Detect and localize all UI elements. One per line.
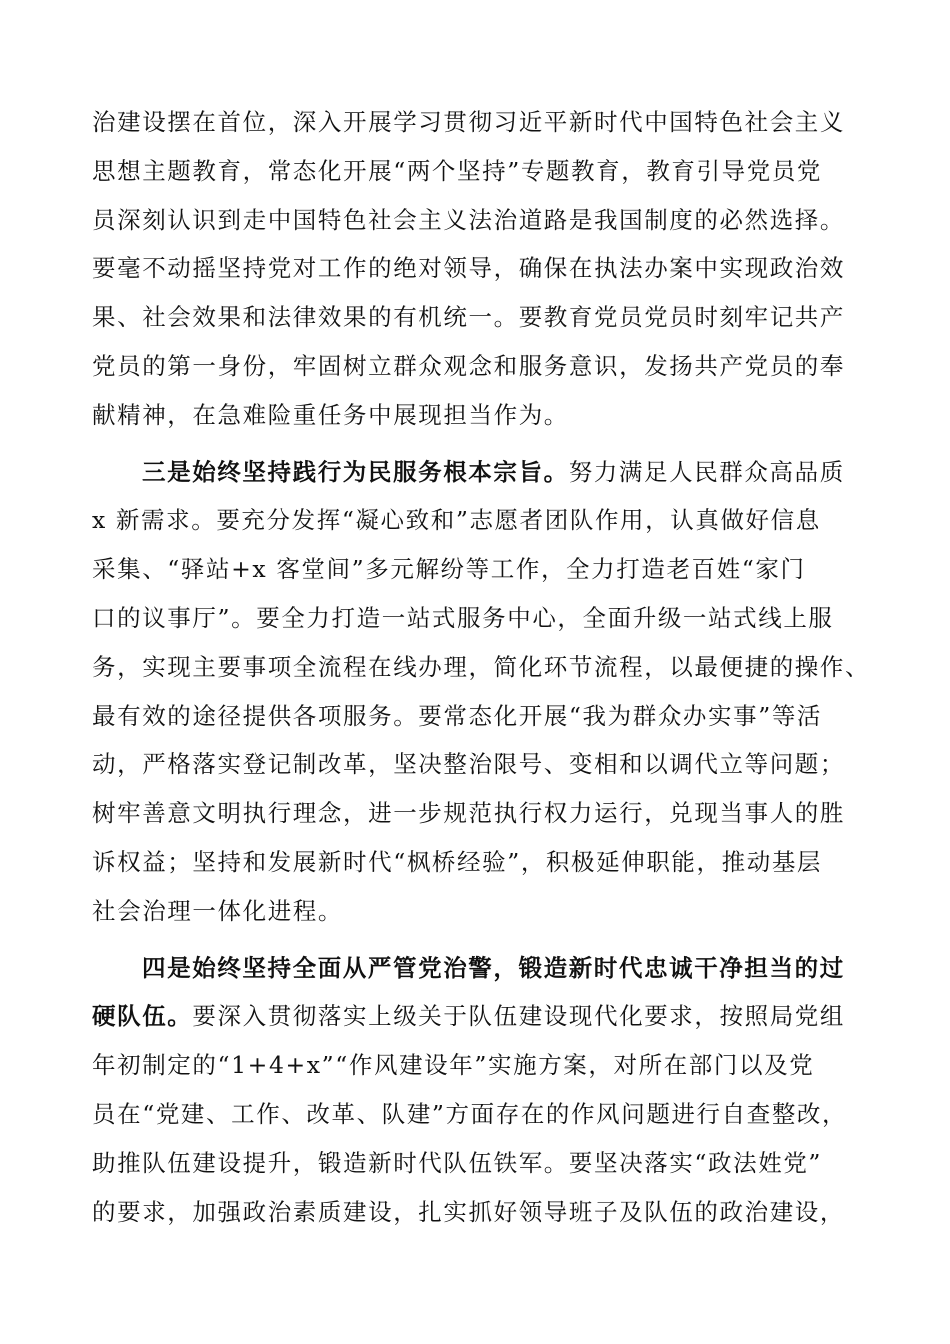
text-line: 助推队伍建设提升，锻造新时代队伍铁军。要坚决落实“政法姓党” — [92, 1148, 823, 1177]
paragraph-first-line — [92, 448, 868, 497]
text-line: 务，实现主要事项全流程在线办理，简化环节流程，以最便捷的操作、 — [92, 652, 871, 681]
text-line: 诉权益；坚持和发展新时代“枫桥经验”，积极延伸职能，推动基层 — [92, 847, 823, 876]
text-line: 思想主题教育，常态化开展“两个坚持”专题教育，教育引导党员党 — [92, 156, 823, 185]
paragraph-second-line — [92, 992, 868, 1041]
paragraph-3 — [92, 944, 868, 1237]
text-line: 员在“党建、工作、改革、队建”方面存在的作风问题进行自查整改， — [92, 1099, 848, 1128]
text-line: 最有效的途径提供各项服务。要常态化开展“我为群众办实事”等活 — [92, 701, 823, 730]
section-heading-end: 硬队伍。 — [92, 1002, 193, 1031]
text-run: 要深入贯彻落实上级关于队伍建设现代化要求，按照局党组 — [192, 1002, 846, 1031]
text-line: 员深刻认识到走中国特色社会主义法治道路是我国制度的必然选择。 — [92, 205, 845, 234]
section-heading: 三是始终坚持践行为民服务根本宗旨。 — [142, 457, 569, 486]
text-line: 年初制定的“1+4+x”“作风建设年”实施方案，对所在部门以及党 — [92, 1051, 815, 1080]
section-heading: 四是始终坚持全面从严管党治警，锻造新时代忠诚干净担当的过 — [142, 953, 845, 982]
text-line: 树牢善意文明执行理念，进一步规范执行权力运行，兑现当事人的胜 — [92, 799, 845, 828]
text-line: 治建设摆在首位，深入开展学习贯彻习近平新时代中国特色社会主义 — [92, 108, 845, 136]
text-line: 的要求，加强政治素质建设，扎实抓好领导班子及队伍的政治建设， — [92, 1197, 845, 1226]
text-line: 献精神，在急难险重任务中展现担当作为。 — [92, 400, 569, 429]
text-line: 要毫不动摇坚持党对工作的绝对领导，确保在执法办案中实现政治效 — [92, 254, 845, 283]
text-line: x 新需求。要充分发挥“凝心致和”志愿者团队作用，认真做好信息 — [92, 506, 821, 535]
text-line: 采集、“驿站+x 客堂间”多元解纷等工作，全力打造老百姓“家门 — [92, 555, 806, 584]
paragraph-2 — [92, 448, 871, 936]
text-line: 动，严格落实登记制改革，坚决整治限号、变相和以调代立等问题； — [92, 750, 845, 779]
document-page — [92, 98, 871, 1236]
text-line: 社会治理一体化进程。 — [92, 896, 343, 925]
text-run: 努力满足人民群众高品质 — [568, 457, 845, 486]
text-line: 口的议事厅”。要全力打造一站式服务中心，全面升级一站式线上服 — [92, 603, 834, 632]
text-line: 党员的第一身份，牢固树立群众观念和服务意识，发扬共产党员的奉 — [92, 351, 845, 380]
text-line: 果、社会效果和法律效果的有机统一。要教育党员党员时刻牢记共产 — [92, 303, 845, 332]
paragraph-1 — [92, 98, 868, 440]
